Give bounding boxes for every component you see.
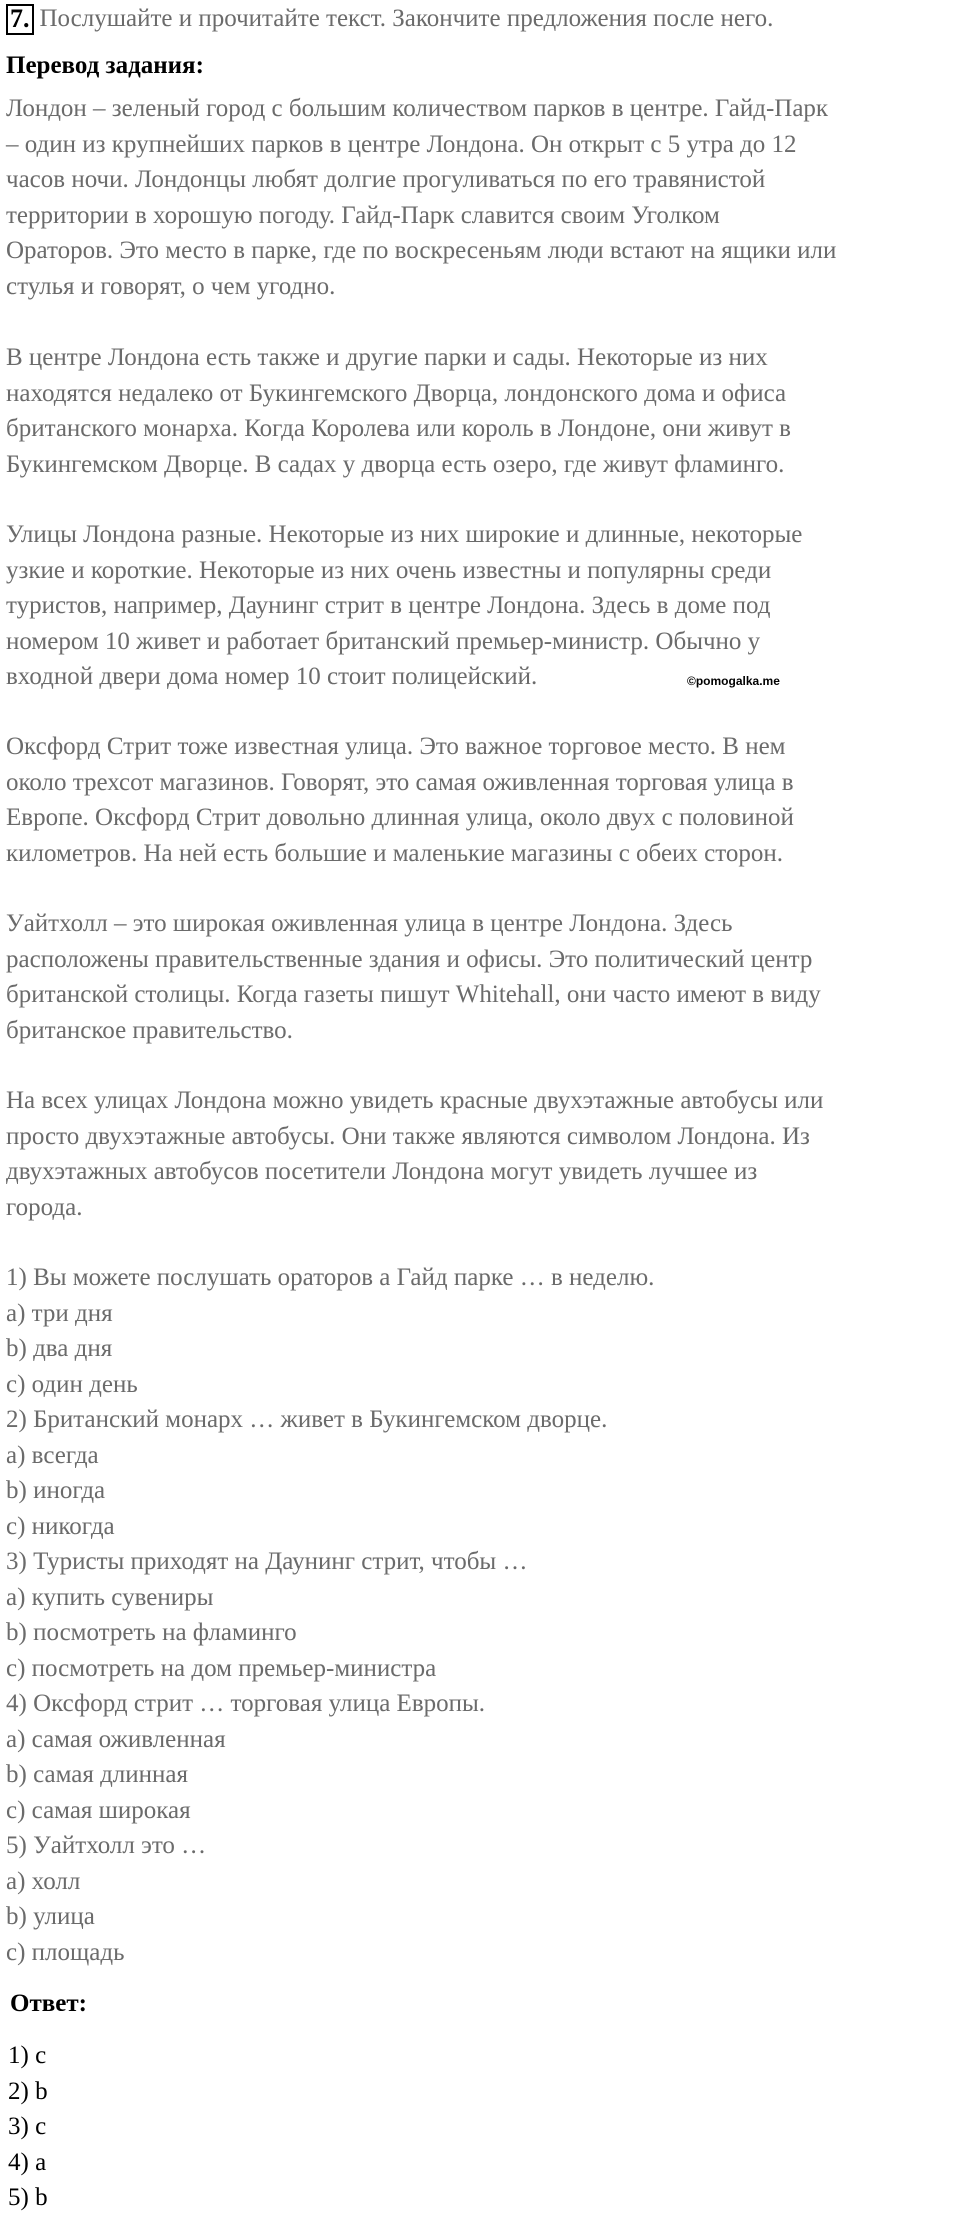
option-item: c) площадь [6, 1938, 125, 1966]
option-item: a) холл [6, 1867, 81, 1895]
translation-title: Перевод задания: [6, 52, 204, 79]
option-item: b) самая длинная [6, 1761, 188, 1788]
paragraph-streets [6, 517, 802, 695]
option-item: c) самая широкая [6, 1796, 191, 1824]
text-line: узкие и короткие. Некоторые из них очень известны и популярны среди [6, 556, 772, 584]
text-line: около трехсот магазинов. Говорят, это самая оживленная торговая улица в [6, 768, 794, 796]
text-line: города. [6, 1193, 83, 1221]
text-line: В центре Лондона есть также и другие парки и сады. Некоторые из них [6, 344, 768, 371]
text-line: Европе. Оксфорд Стрит довольно длинная улица, около двух с половиной [6, 804, 794, 831]
text-line: километров. На ней есть большие и маленькие магазины с обеих сторон. [6, 839, 783, 867]
paragraph-gardens [6, 340, 791, 482]
answer-item: 5) b [8, 2184, 48, 2211]
text-line: номером 10 живет и работает британский премьер-министр. Обычно у [6, 627, 761, 655]
option-item: a) всегда [6, 1441, 99, 1469]
option-item: c) никогда [6, 1512, 115, 1540]
task-header [6, 4, 773, 34]
paragraph-hyde-park [6, 91, 836, 304]
text-line: Улицы Лондона разные. Некоторые из них широкие и длинные, некоторые [6, 521, 803, 548]
question-item: 3) Туристы приходят на Даунинг стрит, чтобы … [6, 1548, 528, 1575]
answer-title: Ответ: [10, 1990, 87, 2017]
option-item: b) посмотреть на фламинго [6, 1619, 297, 1646]
text-line: часов ночи. Лондонцы любят долгие прогуливаться по его травянистой [6, 166, 766, 193]
paragraph-oxford-street [6, 729, 794, 871]
paragraph-buses [6, 1083, 823, 1225]
option-item: c) один день [6, 1370, 138, 1398]
text-line: Уайтхолл – это широкая оживленная улица в центре Лондона. Здесь [6, 910, 733, 937]
question-item: 2) Британский монарх … живет в Букингемском дворце. [6, 1406, 608, 1433]
answer-item: 4) a [8, 2148, 47, 2176]
text-line: просто двухэтажные автобусы. Они также являются символом Лондона. Из [6, 1122, 810, 1150]
option-item: a) самая оживленная [6, 1725, 226, 1753]
text-line: – один из крупнейших парков в центре Лондона. Он открыт с 5 утра до 12 [6, 130, 797, 158]
text-line: туристов, например, Даунинг стрит в центре Лондона. Здесь в доме под [6, 592, 771, 619]
text-line: Букингемском Дворце. В садах у дворца есть озеро, где живут фламинго. [6, 450, 785, 478]
answer-item: 2) b [8, 2077, 48, 2105]
task-number: 7. [6, 4, 34, 35]
option-item: c) посмотреть на дом премьер-министра [6, 1654, 437, 1682]
question-list [6, 1260, 654, 1970]
text-line: британского монарха. Когда Королева или король в Лондоне, они живут в [6, 415, 791, 442]
option-item: b) иногда [6, 1477, 106, 1504]
answer-item: 1) c [8, 2042, 47, 2069]
text-line: На всех улицах Лондона можно увидеть красные двухэтажные автобусы или [6, 1087, 824, 1114]
text-line: территории в хорошую погоду. Гайд-Парк славится своим Уголком [6, 201, 720, 229]
text-line: британской столицы. Когда газеты пишут Whitehall, они часто имеют в виду [6, 981, 821, 1008]
text-line: входной двери дома номер 10 стоит полицейский. [6, 663, 538, 690]
text-line: двухэтажных автобусов посетители Лондона могут увидеть лучшее из [6, 1158, 758, 1185]
text-line: Ораторов. Это место в парке, где по воскресеньям люди встают на ящики или [6, 237, 837, 264]
text-line: находятся недалеко от Букингемского Дворца, лондонского дома и офиса [6, 379, 787, 407]
question-item: 1) Вы можете послушать ораторов а Гайд парке … в неделю. [6, 1264, 655, 1291]
text-line: Лондон – зеленый город с большим количеством парков в центре. Гайд-Парк [6, 95, 829, 122]
question-item: 5) Уайтхолл это … [6, 1832, 207, 1859]
paragraph-whitehall [6, 906, 821, 1048]
text-line: британское правительство. [6, 1016, 293, 1044]
text-line: расположены правительственные здания и офисы. Это политический центр [6, 945, 813, 973]
option-item: a) три дня [6, 1299, 113, 1327]
task-instruction: Послушайте и прочитайте текст. Закончите предложения после него. [39, 5, 774, 32]
question-item: 4) Оксфорд стрит … торговая улица Европы. [6, 1690, 486, 1717]
answer-list [8, 2038, 48, 2216]
watermark: ©pomogalka.me [687, 674, 780, 688]
option-item: b) два дня [6, 1335, 113, 1362]
option-item: b) улица [6, 1903, 95, 1930]
answer-item: 3) c [8, 2113, 47, 2140]
text-line: стулья и говорят, о чем угодно. [6, 272, 336, 300]
option-item: a) купить сувениры [6, 1583, 214, 1611]
text-line: Оксфорд Стрит тоже известная улица. Это важное торговое место. В нем [6, 733, 786, 760]
